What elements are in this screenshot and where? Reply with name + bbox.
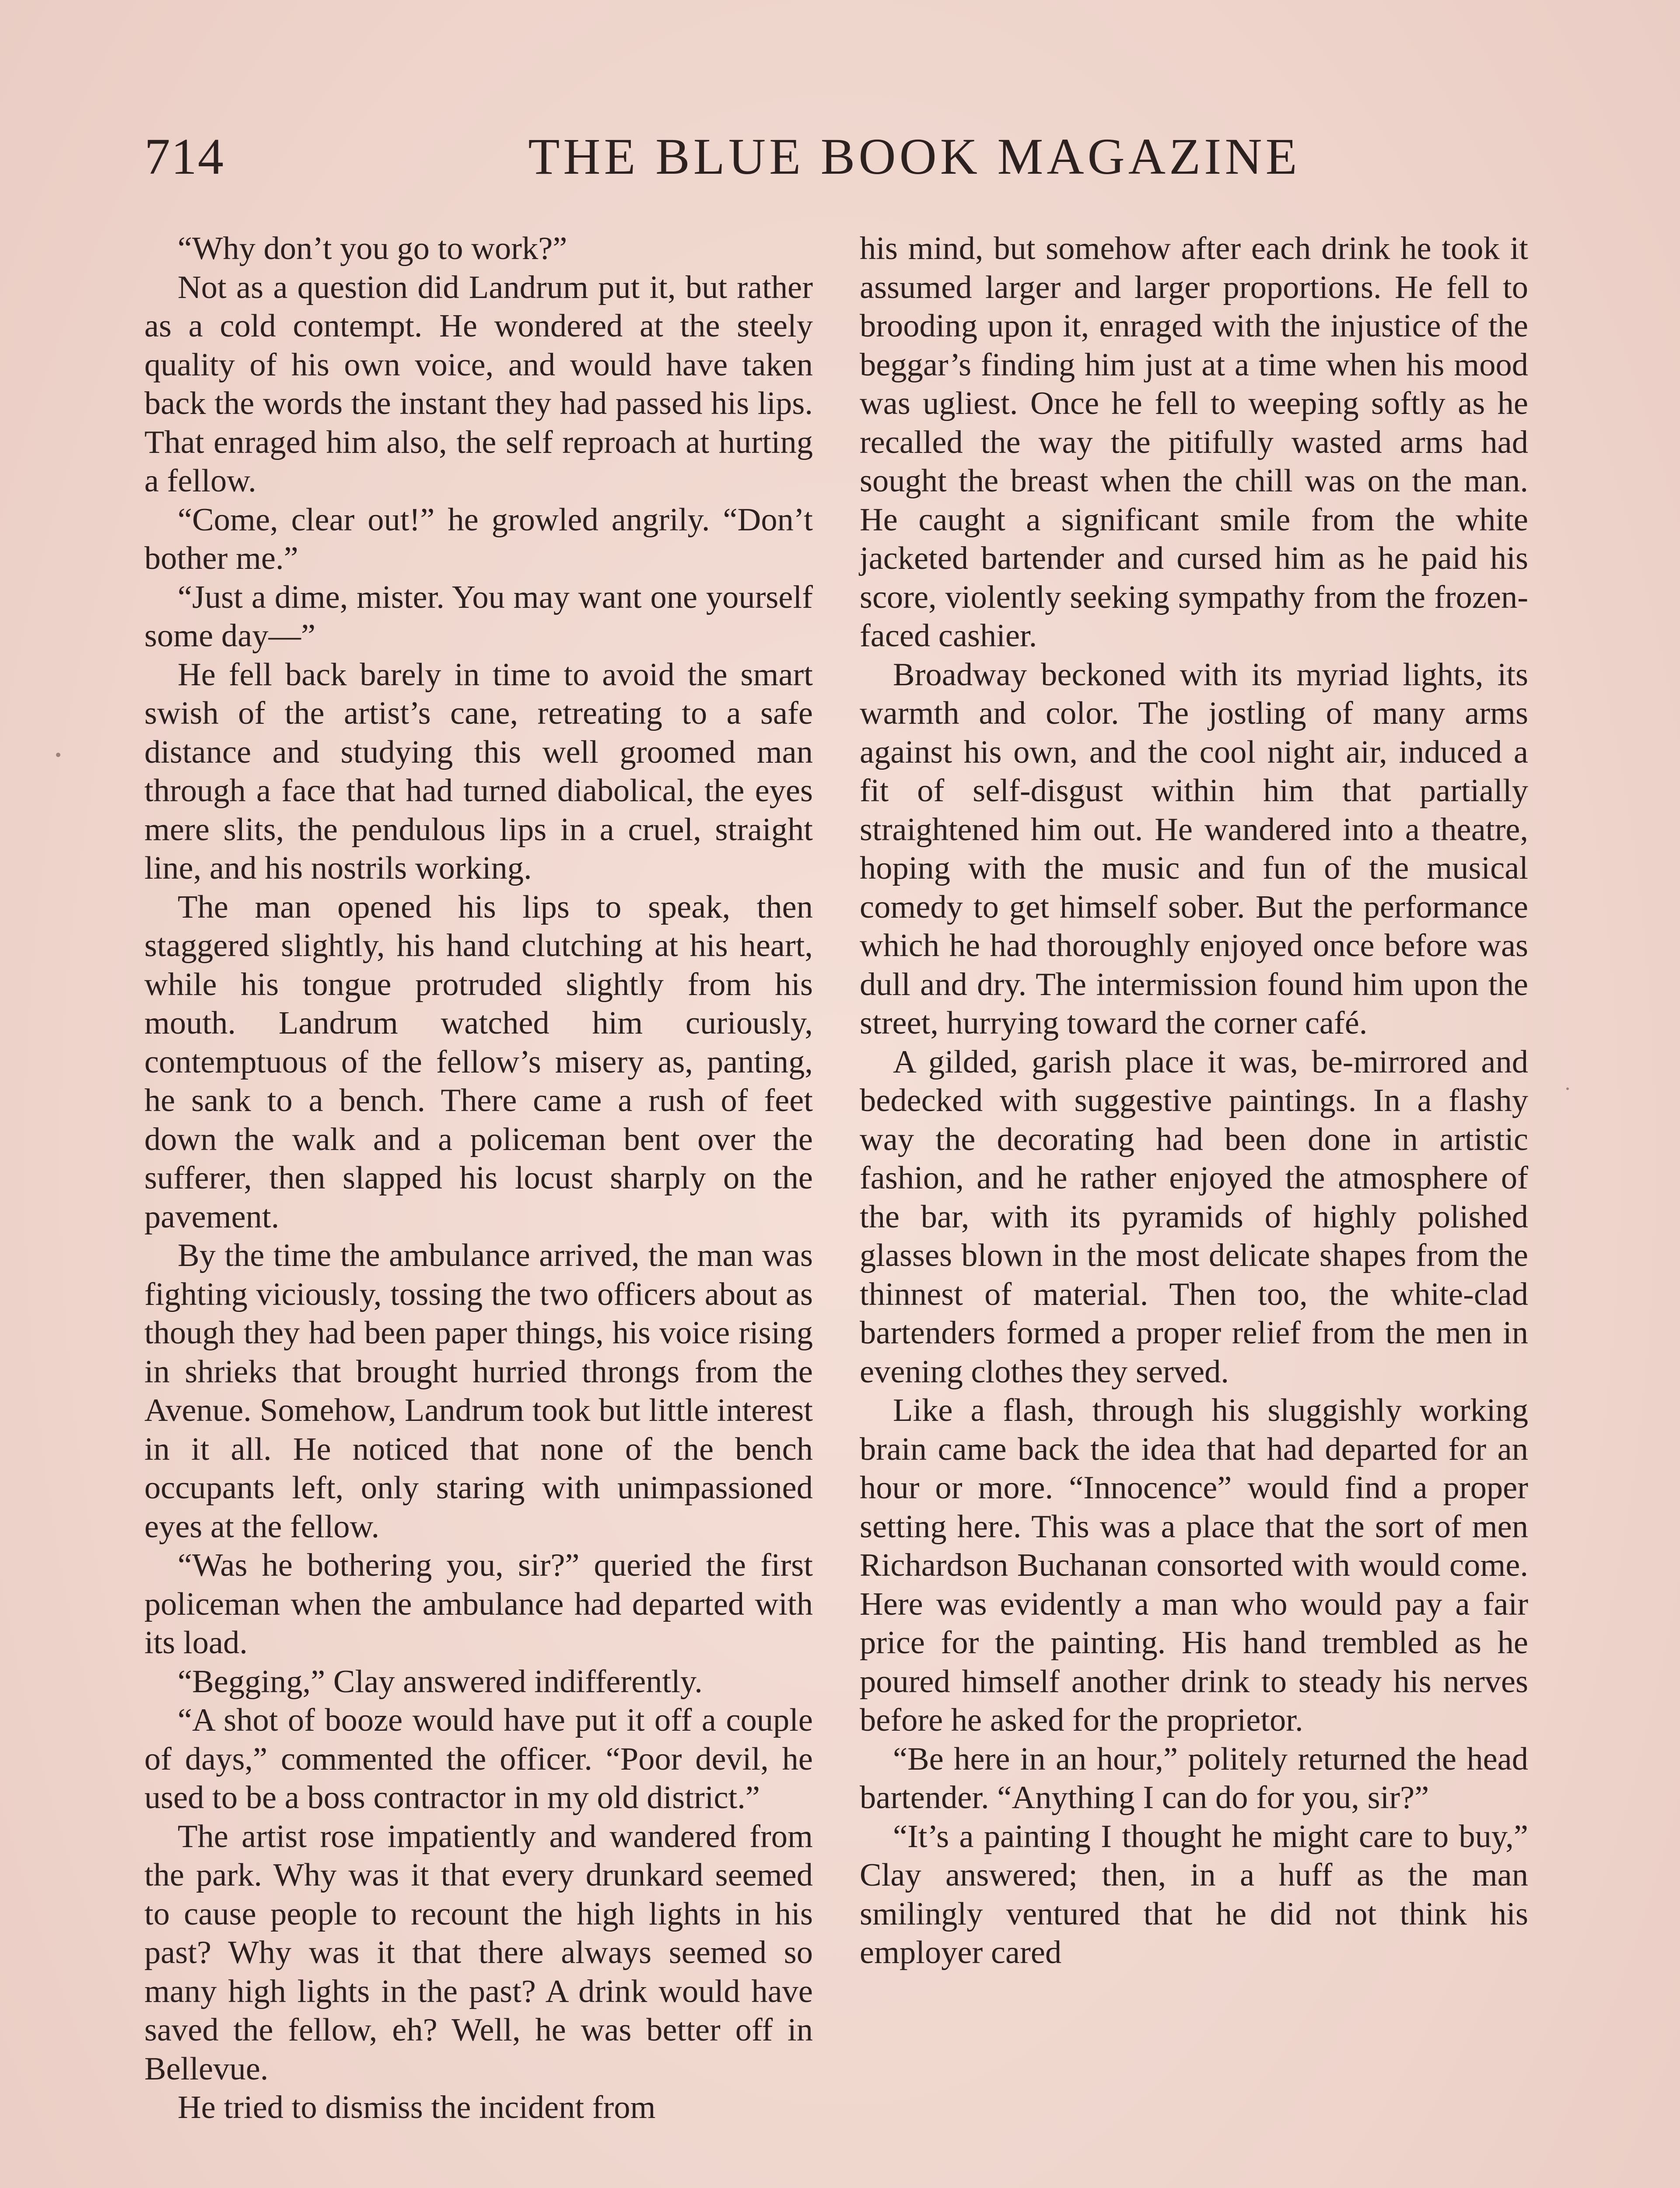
- paragraph: “Just a dime, mister. You may want one yourself some day—”: [144, 579, 813, 654]
- paragraph: “It’s a painting I thought he might care to buy,” Clay answered; then, in a huff as the man smilingly ventured that he did not think his employer cared: [860, 1818, 1528, 1971]
- paragraph: “Begging,” Clay answered indifferently.: [178, 1663, 703, 1700]
- paragraph: “A shot of booze would have put it off a couple of days,” commented the officer. “Poor devil, he used to be a boss contractor in my old district.”: [144, 1702, 813, 1816]
- paragraph: Broadway beckoned with its myriad lights, its warmth and color. The jostling of many arms against his own, and the cool night air, induced a fit of self-disgust within him that partially straightened him out. He wandered into a theatre, hoping with the music and fun of the musical comedy to get himself sober. But the performance which he had thoroughly enjoyed once before was dull and dry. The intermission found him upon the street, hurrying toward the corner café.: [860, 656, 1528, 1041]
- paragraph: “Be here in an hour,” politely returned the head bartender. “Anything I can do for you, sir?”: [860, 1741, 1528, 1816]
- paragraph: He fell back barely in time to avoid the smart swish of the artist’s cane, retreating to a safe distance and studying this well groomed man through a face that had turned diabolical, the eyes mere slits, the pendulous lips in a cruel, straight line, and his nostrils working.: [144, 656, 813, 886]
- paragraph: “Was he bothering you, sir?” queried the first policeman when the ambulance had departed with its load.: [144, 1547, 813, 1661]
- running-head: [144, 127, 1536, 193]
- paragraph: The artist rose impatiently and wandered from the park. Why was it that every drunkard seemed to cause people to recount the high lights in his past? Why was it that there always seemed so many high lights in the past? A drink would have saved the fellow, eh? Well, he was better off in Bellevue.: [144, 1818, 813, 2087]
- paragraph: “Why don’t you go to work?”: [178, 231, 567, 266]
- paragraph: Not as a question did Landrum put it, but rather as a cold contempt. He wondered at the steely quality of his own voice, and would have taken back the words the instant they had passed his lips. That enraged him also, the self reproach at hurting a fellow.: [144, 269, 813, 499]
- paper-speck: [56, 753, 60, 757]
- left-text-column: [144, 229, 813, 2127]
- paragraph: Like a flash, through his sluggishly working brain came back the idea that had departed for an hour or more. “Innocence” would find a proper setting here. This was a place that the sort of men Richardson Buchanan consorted with would come. Here was evidently a man who would pay a fair price for the painting. His hand trembled as he poured himself another drink to steady his nerves before he asked for the proprietor.: [860, 1392, 1528, 1738]
- paragraph: A gilded, garish place it was, be-mirrored and bedecked with suggestive paintings. In a flashy way the decorating had been done in artistic fashion, and he rather enjoyed the atmosphere of the bar, with its pyramids of highly polished glasses blown in the most delicate shapes from the thinnest of material. Then too, the white-clad bartenders formed a proper relief from the men in evening clothes they served.: [860, 1044, 1528, 1390]
- paragraph: By the time the ambulance arrived, the man was fighting viciously, tossing the two officers about as though they had been paper things, his voice rising in shrieks that brought hurried throngs from the Avenue. Somehow, Landrum took but little interest in it all. He noticed that none of the bench occupants left, only staring with unimpassioned eyes at the fellow.: [144, 1238, 813, 1545]
- right-text-column: [860, 229, 1528, 1972]
- magazine-title: THE BLUE BOOK MAGAZINE: [528, 128, 1301, 185]
- paper-speck: [1566, 1087, 1569, 1090]
- paragraph: He tried to dismiss the incident from: [178, 2090, 656, 2125]
- paragraph: “Come, clear out!” he growled angrily. “Don’t bother me.”: [144, 501, 813, 576]
- paragraph: The man opened his lips to speak, then staggered slightly, his hand clutching at his heart, while his tongue protruded slightly from his mouth. Landrum watched him curiously, contemptuous of the fellow’s misery as, panting, he sank to a bench. There came a rush of feet down the walk and a policeman bent over the sufferer, then slapped his locust sharply on the pavement.: [144, 889, 813, 1235]
- paragraph-continued: his mind, but somehow after each drink he took it assumed larger and larger proportions. He fell to brooding upon it, enraged with the injustice of the beggar’s finding him just at a time when his mood was ugliest. Once he fell to weeping softly as he recalled the way the pitifully wasted arms had sought the breast when the chill was on the man. He caught a significant smile from the white jacketed bartender and cursed him as he paid his score, violently seeking sympathy from the frozen-faced cashier.: [860, 231, 1528, 654]
- page-number: 714: [144, 128, 224, 185]
